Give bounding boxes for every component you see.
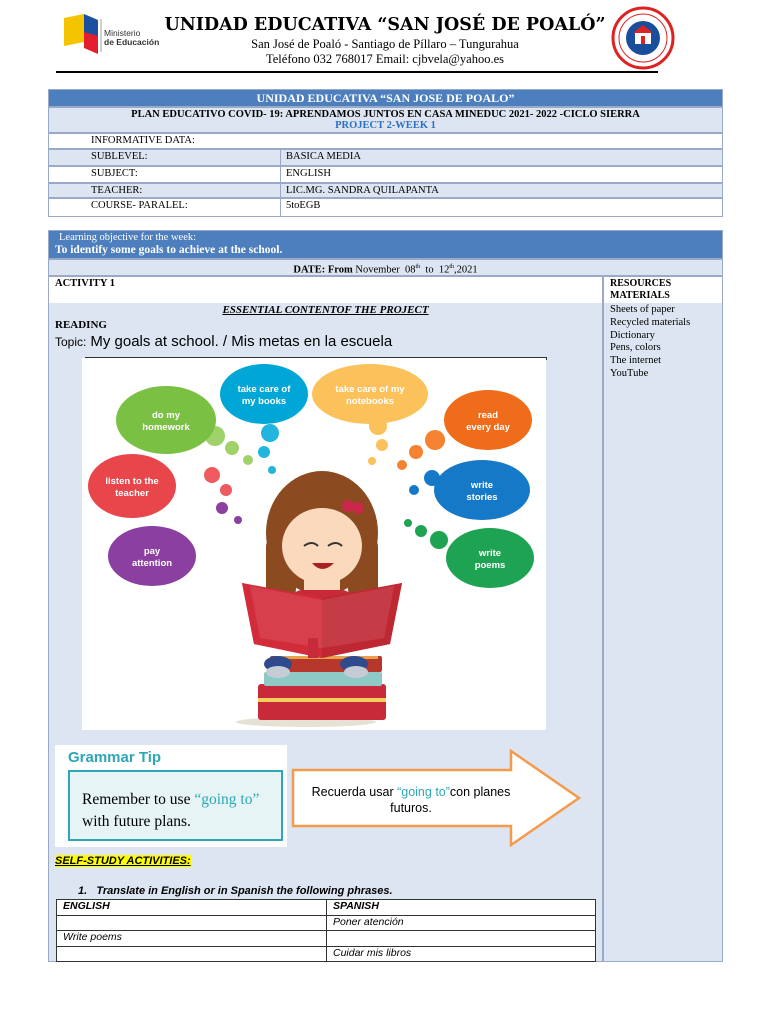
instruction-text: Translate in English or in Spanish the following phrases. (96, 885, 393, 897)
school-address: San José de Poaló - Santiago de Píllaro – Tungurahua (251, 37, 519, 51)
resource-item: YouTube (610, 367, 649, 379)
resource-item: The internet (610, 355, 662, 367)
plan-title: PLAN EDUCATIVO COVID- 19: APRENDAMOS JUNTOS EN CASA MINEDUC 2021- 2022 -CICLO SIERRA (131, 109, 640, 120)
topic-line (55, 333, 392, 351)
spanish-cell[interactable] (327, 931, 596, 947)
date-day2: 12 (438, 264, 450, 276)
resources-title: RESOURCES MATERIALS (610, 278, 672, 301)
date-prefix: DATE: From (293, 264, 353, 276)
spanish-cell[interactable]: Cuidar mis libros (327, 946, 596, 962)
recuerda-text: Recuerda usar “going to”con planes futuros. (311, 785, 511, 815)
resources-list (610, 304, 690, 381)
info-value: LIC.MG. SANDRA QUILAPANTA (286, 185, 439, 196)
goal-bubble (116, 386, 216, 454)
topic-text: My goals at school. / Mis metas en la escuela (90, 333, 393, 350)
plan-row (48, 107, 723, 133)
resource-item: Recycled materials (610, 316, 691, 328)
resource-item: Pens, colors (610, 342, 661, 354)
english-cell[interactable] (57, 946, 327, 962)
translation-body (57, 915, 596, 962)
grammar-tip-text: Remember to use “going to” with future plans. (82, 791, 260, 830)
date-day1: 08 (404, 264, 416, 276)
resource-item: Dictionary (610, 329, 655, 341)
goal-bubble-text: read (477, 410, 499, 421)
topic-label: Topic: (55, 335, 87, 349)
illustration-svg (82, 358, 546, 730)
translation-row (57, 946, 596, 962)
instruction-line (78, 885, 393, 897)
activity-label: ACTIVITY 1 (55, 278, 115, 289)
info-row (48, 149, 723, 166)
objective-text: To identify some goals to achieve at the school. (55, 244, 283, 256)
girl-reading (242, 471, 402, 678)
info-divider (280, 199, 281, 216)
goal-bubble-text: stories (466, 492, 498, 503)
grammar-tip-title: Grammar Tip (68, 749, 162, 766)
banner-row: UNIDAD EDUCATIVA “SAN JOSE DE POALO” (48, 89, 723, 107)
activity-header (49, 277, 602, 303)
school-seal (611, 6, 675, 70)
goals-illustration (82, 358, 546, 730)
goal-bubble-text: my books (241, 396, 287, 407)
info-row (48, 166, 723, 183)
goal-bubble (446, 528, 534, 588)
date-month: November (355, 264, 400, 276)
goal-bubble-text: write (478, 548, 502, 559)
goal-bubble-text: take care of my (335, 384, 405, 395)
info-value: ENGLISH (286, 168, 331, 179)
translation-table (56, 899, 596, 962)
essential-content-title: ESSENTIAL CONTENTOF THE PROJECT (222, 304, 429, 316)
goal-bubble-text: every day (466, 422, 510, 433)
ministry-label: Ministerio de Educación (104, 28, 160, 47)
info-value: BASICA MEDIA (286, 151, 361, 162)
header-divider (56, 71, 658, 73)
date-row (48, 259, 723, 276)
project-week: PROJECT 2-WEEK 1 (335, 120, 436, 131)
grammar-tip-card (55, 745, 287, 847)
header-english: ENGLISH (57, 900, 327, 916)
grammar-tip-body (68, 770, 283, 841)
resources-header (604, 277, 722, 303)
instruction-number: 1. (78, 885, 88, 897)
goal-bubble-text: write (470, 480, 494, 491)
info-row (48, 183, 723, 198)
translation-row (57, 915, 596, 931)
goal-bubble (108, 526, 196, 586)
goal-bubble-text: teacher (115, 488, 149, 499)
english-cell[interactable]: Write poems (57, 931, 327, 947)
goal-bubble-text: poems (474, 560, 506, 571)
school-title: UNIDAD EDUCATIVA “SAN JOSÉ DE POALÓ” (164, 15, 606, 35)
goal-bubble-text: take care of (237, 384, 291, 395)
spanish-cell[interactable]: Poner atención (327, 915, 596, 931)
date-sup2: th (449, 264, 454, 270)
resource-item: Sheets of paper (610, 304, 675, 315)
info-label: TEACHER: (91, 185, 143, 196)
objective-label: Learning objective for the week: (59, 232, 197, 243)
date-year: ,2021 (454, 264, 478, 276)
translation-header-row (57, 900, 596, 916)
goal-bubble-text: notebooks (345, 396, 395, 407)
school-contact: Teléfono 032 768017 Email: cjbvela@yahoo.es (265, 52, 504, 66)
goal-bubble-text: do my (152, 410, 180, 421)
goal-bubble (220, 364, 308, 424)
goal-bubble (444, 390, 532, 450)
informative-label: INFORMATIVE DATA: (91, 135, 195, 146)
goal-bubble-text: pay (143, 546, 161, 557)
resources-panel (603, 276, 723, 962)
goal-bubble-text: listen to the (105, 476, 159, 487)
goal-bubble (434, 460, 530, 520)
self-study-heading: SELF-STUDY ACTIVITIES: (55, 855, 191, 867)
info-label: SUBLEVEL: (91, 151, 148, 162)
header-spanish: SPANISH (327, 900, 596, 916)
translation-row (57, 931, 596, 947)
info-divider (280, 150, 281, 165)
goal-bubble-text: homework (142, 422, 190, 433)
informative-row (48, 133, 723, 149)
goal-bubble-text: attention (131, 558, 173, 569)
objective-row (48, 230, 723, 259)
goal-bubble (312, 364, 428, 424)
info-row (48, 198, 723, 217)
date-to: to (425, 264, 434, 276)
goal-bubble (88, 454, 176, 518)
info-divider (280, 167, 281, 182)
info-value: 5toEGB (286, 200, 321, 211)
info-label: SUBJECT: (91, 168, 138, 179)
info-label: COURSE- PARALEL: (91, 200, 188, 211)
reading-label: READING (55, 319, 107, 331)
english-cell[interactable] (57, 915, 327, 931)
date-sup1: th (415, 264, 421, 270)
info-divider (280, 184, 281, 197)
